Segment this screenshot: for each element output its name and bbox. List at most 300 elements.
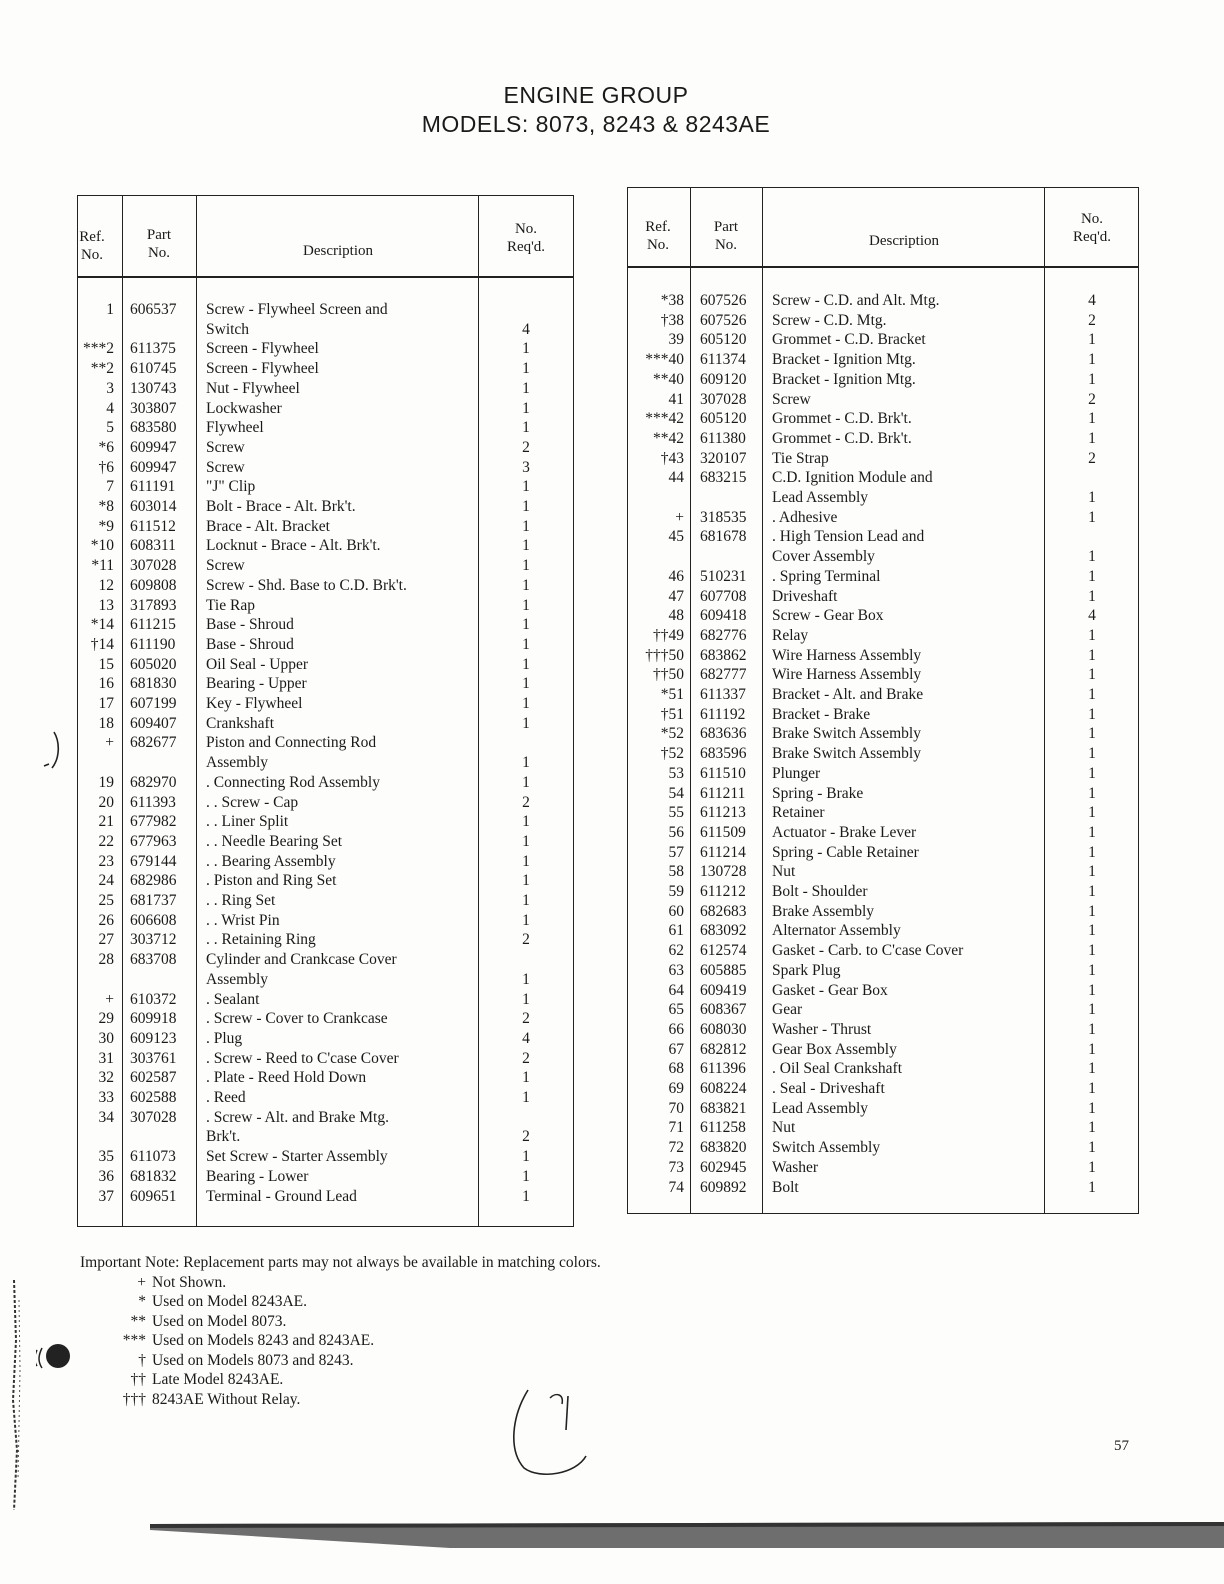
cell-ref-no: †38 bbox=[660, 311, 684, 329]
cell-ref-no: 44 bbox=[668, 469, 684, 487]
cell-part-no: 607199 bbox=[130, 695, 177, 712]
cell-description: Base - Shroud bbox=[206, 616, 294, 634]
cell-quantity: 1 bbox=[522, 1069, 530, 1087]
table-row bbox=[78, 300, 573, 320]
cell-quantity: 2 bbox=[522, 1049, 530, 1067]
cell-ref-no: 23 bbox=[98, 852, 114, 870]
cell-part-no: 611212 bbox=[700, 883, 746, 900]
cell-part-no: 609947 bbox=[130, 458, 177, 476]
cell-ref-no: 30 bbox=[98, 1029, 114, 1047]
cell-description: Nut - Flywheel bbox=[206, 379, 300, 397]
cell-description: Switch Assembly bbox=[772, 1139, 881, 1157]
cell-part-no: 303761 bbox=[130, 1049, 177, 1067]
cell-quantity: 1 bbox=[1088, 1099, 1096, 1117]
cell-description: Locknut - Brace - Alt. Brk't. bbox=[206, 537, 381, 555]
cell-quantity: 1 bbox=[1088, 942, 1096, 960]
table-row bbox=[628, 921, 1138, 941]
cell-ref-no: 25 bbox=[98, 892, 114, 909]
scan-bottom-edge bbox=[150, 1516, 1224, 1548]
table-row bbox=[628, 724, 1138, 744]
table-row bbox=[78, 674, 573, 694]
cell-ref-no: 57 bbox=[668, 843, 684, 861]
cell-description: Screw - C.D. and Alt. Mtg. bbox=[772, 292, 940, 309]
cell-ref-no: †6 bbox=[98, 458, 114, 476]
cell-description: Retainer bbox=[772, 804, 825, 822]
cell-description: Alternator Assembly bbox=[772, 922, 901, 940]
cell-description: Gasket - Gear Box bbox=[772, 981, 888, 999]
cell-part-no: 611073 bbox=[130, 1148, 176, 1166]
cell-part-no: 611192 bbox=[700, 705, 746, 723]
table-row bbox=[628, 665, 1138, 685]
table-row bbox=[78, 339, 573, 359]
cell-part-no: 611509 bbox=[700, 823, 746, 841]
cell-quantity: 1 bbox=[1088, 981, 1096, 999]
cell-part-no: 683596 bbox=[700, 745, 747, 763]
cell-part-no: 607526 bbox=[700, 292, 747, 309]
cell-ref-no: + bbox=[105, 990, 114, 1008]
cell-description: Screw bbox=[206, 438, 245, 456]
cell-ref-no: 60 bbox=[668, 902, 684, 920]
cell-description: Bracket - Ignition Mtg. bbox=[772, 351, 916, 369]
cell-quantity: 1 bbox=[522, 1167, 530, 1185]
cell-part-no: 683580 bbox=[130, 419, 177, 437]
cell-part-no: 303807 bbox=[130, 399, 177, 417]
cell-quantity: 1 bbox=[1088, 823, 1096, 841]
cell-part-no: 683820 bbox=[700, 1139, 747, 1157]
cell-quantity: 1 bbox=[522, 596, 530, 614]
table-row bbox=[628, 291, 1138, 311]
cell-description: Plunger bbox=[772, 764, 821, 782]
cell-quantity: 1 bbox=[1088, 626, 1096, 644]
scan-mark bbox=[40, 728, 64, 772]
table-row bbox=[628, 1178, 1138, 1198]
cell-quantity: 1 bbox=[522, 852, 530, 870]
cell-part-no: 611375 bbox=[130, 340, 176, 358]
cell-part-no: 682677 bbox=[130, 734, 177, 752]
cell-description: Nut bbox=[772, 863, 796, 881]
cell-part-no: 611374 bbox=[700, 351, 746, 369]
header-ref-no: Ref. No. bbox=[645, 219, 671, 253]
table-row bbox=[78, 812, 573, 832]
cell-description: Bearing - Lower bbox=[206, 1167, 309, 1185]
table-row bbox=[628, 1118, 1138, 1138]
table-row bbox=[628, 961, 1138, 981]
cell-part-no: 610372 bbox=[130, 990, 177, 1008]
cell-ref-no: 37 bbox=[98, 1187, 114, 1205]
cell-quantity: 1 bbox=[1088, 1080, 1096, 1097]
cell-quantity: 1 bbox=[522, 576, 530, 594]
handwritten-mark bbox=[506, 1376, 592, 1480]
cell-description: C.D. Ignition Module and bbox=[772, 469, 933, 487]
legend-item bbox=[80, 1331, 601, 1351]
cell-quantity: 2 bbox=[1088, 390, 1096, 408]
cell-ref-no: *11 bbox=[91, 557, 114, 575]
cell-part-no: 683092 bbox=[700, 922, 747, 940]
cell-quantity: 1 bbox=[522, 892, 530, 909]
cell-description: . . Needle Bearing Set bbox=[206, 832, 343, 850]
cell-part-no: 602587 bbox=[130, 1069, 177, 1087]
cell-quantity: 1 bbox=[1088, 804, 1096, 822]
cell-description: Bracket - Ignition Mtg. bbox=[772, 370, 916, 388]
cell-description: . . Bearing Assembly bbox=[206, 852, 336, 870]
table-row bbox=[78, 793, 573, 813]
cell-quantity: 2 bbox=[522, 793, 530, 811]
cell-description: Spark Plug bbox=[772, 961, 841, 979]
cell-description: Screw - C.D. Mtg. bbox=[772, 311, 887, 329]
cell-ref-no: *38 bbox=[660, 292, 684, 309]
cell-quantity: 1 bbox=[1088, 1060, 1096, 1078]
cell-ref-no: 32 bbox=[98, 1069, 114, 1087]
cell-part-no: 130728 bbox=[700, 863, 747, 881]
cell-quantity: 2 bbox=[522, 438, 530, 456]
cell-ref-no: 72 bbox=[668, 1139, 684, 1157]
cell-ref-no: 28 bbox=[98, 951, 114, 969]
table-row bbox=[628, 882, 1138, 902]
cell-description: Grommet - C.D. Brk't. bbox=[772, 410, 912, 428]
parts-table-right bbox=[627, 187, 1139, 1214]
cell-part-no: 611396 bbox=[700, 1060, 746, 1078]
cell-quantity: 1 bbox=[522, 557, 530, 575]
cell-quantity: 1 bbox=[1088, 922, 1096, 940]
cell-quantity: 1 bbox=[1088, 745, 1096, 763]
cell-ref-no: 45 bbox=[668, 528, 684, 546]
table-row bbox=[78, 418, 573, 438]
cell-part-no: 605120 bbox=[700, 331, 747, 349]
table-row bbox=[78, 1108, 573, 1128]
legend-symbol: *** bbox=[122, 1332, 146, 1349]
cell-quantity: 1 bbox=[1088, 646, 1096, 664]
cell-description: Bracket - Brake bbox=[772, 705, 871, 723]
cell-part-no: 682776 bbox=[700, 626, 747, 644]
punch-hole-mark bbox=[36, 1336, 76, 1376]
table-row bbox=[628, 823, 1138, 843]
cell-ref-no: 71 bbox=[668, 1119, 684, 1137]
cell-ref-no: *9 bbox=[98, 517, 114, 535]
cell-description: Nut bbox=[772, 1119, 796, 1137]
cell-ref-no: ***40 bbox=[645, 351, 684, 369]
table-row bbox=[628, 488, 1138, 508]
cell-ref-no: 15 bbox=[98, 655, 114, 673]
cell-part-no: 130743 bbox=[130, 379, 177, 397]
cell-ref-no: 53 bbox=[668, 764, 684, 782]
cell-quantity: 1 bbox=[522, 1187, 530, 1205]
cell-part-no: 683862 bbox=[700, 646, 747, 664]
table-row bbox=[78, 950, 573, 970]
cell-quantity: 1 bbox=[522, 813, 530, 831]
cell-quantity: 1 bbox=[1088, 1158, 1096, 1176]
cell-quantity: 1 bbox=[1088, 666, 1096, 684]
cell-quantity: 1 bbox=[1088, 429, 1096, 447]
scan-edge-noise bbox=[10, 1280, 24, 1510]
table-row bbox=[78, 970, 573, 990]
cell-quantity: 4 bbox=[522, 1029, 530, 1047]
cell-ref-no: *6 bbox=[98, 438, 114, 456]
cell-ref-no: 21 bbox=[98, 813, 114, 831]
cell-part-no: 510231 bbox=[700, 567, 747, 585]
cell-ref-no: 62 bbox=[668, 942, 684, 960]
table-row bbox=[78, 1187, 573, 1207]
cell-ref-no: 19 bbox=[98, 773, 114, 791]
table-row bbox=[78, 635, 573, 655]
table-row bbox=[628, 685, 1138, 705]
table-row bbox=[628, 547, 1138, 567]
cell-ref-no: †14 bbox=[90, 635, 114, 653]
cell-part-no: 679144 bbox=[130, 852, 177, 870]
cell-description: Brace - Alt. Bracket bbox=[206, 517, 330, 535]
cell-description: Bracket - Alt. and Brake bbox=[772, 686, 924, 703]
cell-part-no: 611258 bbox=[700, 1119, 746, 1137]
cell-description: Cylinder and Crankcase Cover bbox=[206, 951, 397, 969]
cell-ref-no: 29 bbox=[98, 1010, 114, 1028]
table-row bbox=[628, 843, 1138, 863]
cell-description: . Seal - Driveshaft bbox=[772, 1080, 885, 1097]
cell-quantity: 1 bbox=[522, 498, 530, 515]
cell-ref-no: 65 bbox=[668, 1001, 684, 1019]
cell-description: . Sealant bbox=[206, 990, 260, 1008]
table-row bbox=[628, 606, 1138, 626]
cell-quantity: 4 bbox=[1088, 292, 1096, 309]
cell-part-no: 683821 bbox=[700, 1099, 747, 1117]
cell-description: . Screw - Cover to Crankcase bbox=[206, 1010, 388, 1028]
cell-quantity: 2 bbox=[1088, 311, 1096, 329]
cell-part-no: 683215 bbox=[700, 469, 747, 487]
cell-part-no: 611380 bbox=[700, 429, 746, 447]
table-row bbox=[78, 852, 573, 872]
cell-quantity: 2 bbox=[1088, 449, 1096, 467]
cell-description: Wire Harness Assembly bbox=[772, 646, 922, 664]
cell-quantity: 1 bbox=[522, 655, 530, 673]
header-description: Description bbox=[303, 243, 373, 259]
table-row bbox=[628, 1020, 1138, 1040]
cell-quantity: 1 bbox=[1088, 370, 1096, 388]
header-ref-no: Ref. No. bbox=[79, 229, 105, 263]
table-row bbox=[78, 497, 573, 517]
cell-part-no: 609651 bbox=[130, 1187, 177, 1205]
table-row bbox=[78, 536, 573, 556]
table-row bbox=[78, 832, 573, 852]
table-row bbox=[628, 1138, 1138, 1158]
cell-quantity: 1 bbox=[1088, 843, 1096, 861]
cell-quantity: 1 bbox=[522, 340, 530, 358]
cell-part-no: 609120 bbox=[700, 370, 747, 388]
cell-ref-no: 35 bbox=[98, 1148, 114, 1166]
cell-quantity: 1 bbox=[522, 1089, 530, 1106]
table-row bbox=[78, 714, 573, 734]
cell-description: Brk't. bbox=[206, 1128, 241, 1146]
cell-quantity: 4 bbox=[1088, 607, 1096, 625]
cell-description: Cover Assembly bbox=[772, 548, 875, 566]
cell-part-no: 608367 bbox=[700, 1001, 747, 1019]
cell-ref-no: 18 bbox=[98, 714, 114, 732]
table-row bbox=[78, 438, 573, 458]
cell-quantity: 1 bbox=[1088, 1040, 1096, 1058]
cell-quantity: 1 bbox=[522, 695, 530, 712]
table-row bbox=[628, 311, 1138, 331]
cell-description: . Spring Terminal bbox=[772, 567, 881, 585]
cell-part-no: 307028 bbox=[700, 390, 747, 408]
header-part-no: Part No. bbox=[713, 219, 739, 253]
cell-ref-no: 12 bbox=[98, 576, 114, 594]
cell-part-no: 682812 bbox=[700, 1040, 747, 1058]
table-row bbox=[78, 556, 573, 576]
cell-ref-no: 26 bbox=[98, 911, 114, 929]
cell-quantity: 1 bbox=[1088, 902, 1096, 920]
table-row bbox=[78, 871, 573, 891]
cell-description: Spring - Brake bbox=[772, 784, 864, 802]
cell-ref-no: 36 bbox=[98, 1167, 114, 1185]
cell-description: . Screw - Reed to C'case Cover bbox=[206, 1049, 399, 1067]
cell-description: Oil Seal - Upper bbox=[206, 655, 309, 673]
cell-description: . . Screw - Cap bbox=[206, 793, 299, 811]
table-row bbox=[628, 803, 1138, 823]
cell-ref-no: 63 bbox=[668, 961, 684, 979]
table-row bbox=[78, 930, 573, 950]
cell-part-no: 609418 bbox=[700, 607, 747, 625]
cell-ref-no: **40 bbox=[653, 370, 684, 388]
table-row bbox=[78, 694, 573, 714]
cell-ref-no: 55 bbox=[668, 804, 684, 822]
cell-part-no: 602945 bbox=[700, 1158, 747, 1176]
cell-ref-no: + bbox=[675, 508, 684, 526]
table-row bbox=[628, 764, 1138, 784]
cell-description: Brake Switch Assembly bbox=[772, 725, 921, 743]
cell-part-no: 612574 bbox=[700, 942, 747, 960]
table-row bbox=[628, 862, 1138, 882]
table-row bbox=[628, 1099, 1138, 1119]
table-row bbox=[628, 527, 1138, 547]
cell-description: Brake Assembly bbox=[772, 902, 875, 920]
table-row bbox=[78, 477, 573, 497]
cell-description: Screw - Shd. Base to C.D. Brk't. bbox=[206, 576, 407, 594]
cell-part-no: 608030 bbox=[700, 1020, 747, 1038]
cell-description: Bearing - Upper bbox=[206, 675, 307, 693]
cell-quantity: 1 bbox=[1088, 883, 1096, 900]
legend-item bbox=[80, 1312, 601, 1332]
table-row bbox=[78, 399, 573, 419]
legend-text: 8243AE Without Relay. bbox=[152, 1390, 301, 1408]
cell-ref-no: 33 bbox=[98, 1089, 114, 1106]
cell-ref-no: 41 bbox=[668, 390, 684, 408]
cell-ref-no: 4 bbox=[106, 399, 114, 417]
cell-quantity: 1 bbox=[1088, 489, 1096, 506]
cell-ref-no: 1 bbox=[106, 301, 114, 318]
cell-quantity: 1 bbox=[522, 478, 530, 496]
cell-ref-no: 70 bbox=[668, 1099, 684, 1117]
cell-ref-no: 17 bbox=[98, 695, 114, 712]
table-row bbox=[78, 1167, 573, 1187]
cell-ref-no: ***2 bbox=[83, 340, 114, 358]
cell-description: Spring - Cable Retainer bbox=[772, 843, 919, 861]
cell-ref-no: ††50 bbox=[653, 666, 684, 684]
cell-ref-no: 67 bbox=[668, 1040, 684, 1058]
legend-text: Not Shown. bbox=[152, 1273, 227, 1291]
cell-ref-no: 13 bbox=[98, 596, 114, 614]
table-row bbox=[78, 458, 573, 478]
cell-quantity: 1 bbox=[522, 675, 530, 693]
table-row bbox=[78, 1049, 573, 1069]
cell-part-no: 307028 bbox=[130, 1108, 177, 1126]
cell-part-no: 677963 bbox=[130, 832, 177, 850]
cell-part-no: 320107 bbox=[700, 449, 747, 467]
legend-text: Used on Models 8243 and 8243AE. bbox=[152, 1332, 375, 1349]
cell-description: Terminal - Ground Lead bbox=[206, 1187, 357, 1205]
cell-description: Washer - Thrust bbox=[772, 1020, 872, 1038]
cell-ref-no: 58 bbox=[668, 863, 684, 881]
table-row bbox=[78, 517, 573, 537]
table-row bbox=[628, 941, 1138, 961]
cell-description: . Oil Seal Crankshaft bbox=[772, 1060, 903, 1078]
cell-description: Relay bbox=[772, 626, 809, 644]
cell-ref-no: 73 bbox=[668, 1158, 684, 1176]
table-row bbox=[78, 359, 573, 379]
cell-quantity: 1 bbox=[522, 911, 530, 929]
cell-ref-no: 74 bbox=[668, 1178, 684, 1196]
table-row bbox=[628, 508, 1138, 528]
cell-part-no: 683708 bbox=[130, 951, 177, 969]
cell-ref-no: 27 bbox=[98, 931, 114, 949]
cell-part-no: 607526 bbox=[700, 311, 747, 329]
cell-description: Gear Box Assembly bbox=[772, 1040, 897, 1058]
cell-description: . Adhesive bbox=[772, 508, 838, 526]
cell-ref-no: 54 bbox=[668, 784, 684, 802]
cell-part-no: 317893 bbox=[130, 596, 177, 614]
table-row bbox=[78, 320, 573, 340]
table-row bbox=[78, 596, 573, 616]
cell-description: . . Wrist Pin bbox=[206, 911, 280, 929]
table-row bbox=[78, 1088, 573, 1108]
cell-part-no: 682986 bbox=[130, 872, 177, 890]
cell-quantity: 2 bbox=[522, 1010, 530, 1028]
header-qty: No. Req'd. bbox=[506, 221, 546, 255]
cell-quantity: 1 bbox=[1088, 351, 1096, 369]
cell-part-no: 605120 bbox=[700, 410, 747, 428]
cell-description: . . Liner Split bbox=[206, 813, 289, 831]
cell-ref-no: †††50 bbox=[645, 646, 684, 664]
table-row bbox=[628, 567, 1138, 587]
table-row bbox=[78, 773, 573, 793]
cell-description: . . Ring Set bbox=[206, 892, 276, 909]
cell-ref-no: 39 bbox=[668, 331, 684, 349]
cell-quantity: 1 bbox=[522, 754, 530, 772]
cell-part-no: 611510 bbox=[700, 764, 746, 782]
table-row bbox=[78, 733, 573, 753]
cell-description: . Reed bbox=[206, 1089, 246, 1106]
cell-ref-no: *14 bbox=[90, 616, 114, 634]
table-row bbox=[628, 902, 1138, 922]
cell-description: . Plug bbox=[206, 1029, 243, 1047]
legend-symbol: †† bbox=[130, 1371, 146, 1388]
cell-quantity: 1 bbox=[522, 1148, 530, 1166]
cell-part-no: 602588 bbox=[130, 1089, 177, 1106]
cell-quantity: 1 bbox=[1088, 410, 1096, 428]
legend-symbol: † bbox=[138, 1351, 146, 1369]
cell-ref-no: 47 bbox=[668, 587, 684, 605]
cell-description: Lockwasher bbox=[206, 399, 282, 417]
cell-part-no: 611512 bbox=[130, 517, 176, 535]
cell-quantity: 4 bbox=[522, 320, 530, 338]
cell-description: Actuator - Brake Lever bbox=[772, 823, 917, 841]
cell-quantity: 3 bbox=[522, 458, 530, 476]
cell-part-no: 605885 bbox=[700, 961, 747, 979]
cell-description: Gear bbox=[772, 1001, 803, 1019]
cell-ref-no: 34 bbox=[98, 1108, 114, 1126]
cell-part-no: 608311 bbox=[130, 537, 176, 555]
cell-part-no: 611215 bbox=[130, 616, 176, 634]
cell-quantity: 1 bbox=[1088, 725, 1096, 743]
table-row bbox=[628, 626, 1138, 646]
table-row bbox=[78, 990, 573, 1010]
header-part-no: Part No. bbox=[146, 227, 172, 261]
